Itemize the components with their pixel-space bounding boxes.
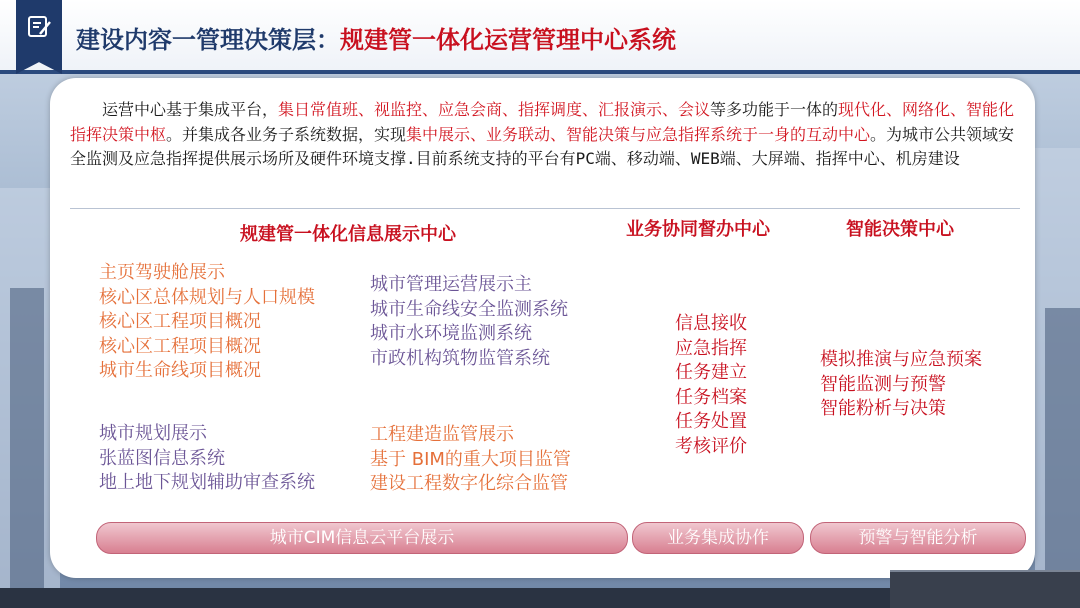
list-group-f [820,348,982,422]
page-title-prefix: 建设内容一管理决策层： [76,26,340,54]
list-group-d [370,423,571,497]
list-item: 主页驾驶舱展示 [99,262,225,283]
list-item: 任务建立 [675,362,747,383]
cim-platform-pill: 城市CIM信息云平台展示 [96,522,628,554]
header-underline [0,70,1080,74]
collab-center-title: 业务协同督办中心 [626,219,770,240]
list-item: 城市规划展示 [99,423,207,444]
info-center-title: 规建管一体化信息展示中心 [240,224,456,245]
list-item: 城市水环境监测系统 [370,323,532,344]
list-item: 城市生命线项目概况 [99,360,261,381]
intro-highlight-3: 集中展示、业务联动、智能决策与应急指挥系统于一身的互动中心 [406,124,871,144]
list-item: 基于 BIM的重大项目监管 [370,448,571,470]
list-group-e [675,312,747,459]
list-item: 考核评价 [675,435,747,457]
list-item: 智能监测与预警 [820,373,946,395]
list-item: 任务处置 [675,411,747,432]
intro-text-4: 。为城市公共领域安全监测及应急指挥提供展示场所及硬件环境支撑.目前系统支持的平台有PC端、移动端、WEB端、大屏端、指挥中心、机房建设 [70,124,1015,168]
list-item: 核心区工程项目概况 [99,311,261,332]
section-divider [70,208,1020,209]
list-group-c [99,422,315,496]
list-item: 城市生命线安全监测系统 [370,298,568,320]
intro-highlight-1: 集日常值班、视监控、应急会商、指挥调度、汇报演示、会议 [278,100,711,119]
list-item: 核心区工程项目概况 [99,335,261,357]
list-item: 工程建造监管展示 [370,424,514,445]
list-item: 张蓝图信息系统 [99,447,225,469]
intro-text-2: 等多功能于一体的 [710,100,839,119]
warning-analysis-pill: 预警与智能分析 [810,522,1026,554]
list-item: 任务档案 [675,386,747,408]
list-group-a [99,261,315,384]
edit-note-icon [26,14,52,40]
intro-paragraph [70,98,1030,172]
list-item: 核心区总体规划与人口规模 [99,286,315,308]
integration-pill: 业务集成协作 [632,522,804,554]
list-item: 地上地下规划辅助审查系统 [99,472,315,493]
page-title [76,20,676,55]
list-item: 模拟推演与应急预案 [820,349,982,370]
list-group-b [370,273,568,371]
footer-corner-block [890,572,1080,608]
list-item: 市政机构筑物监管系统 [370,347,550,369]
list-item: 智能粉析与决策 [820,398,946,419]
intro-text-1: 运营中心基于集成平台， [102,100,279,119]
intro-text-3: 。并集成各业务子系统数据，实现 [166,124,407,144]
page-title-main: 规建管一体化运营管理中心系统 [340,26,676,54]
content-panel [50,78,1035,578]
list-item: 信息接收 [675,313,747,334]
list-item: 建设工程数字化综合监管 [370,473,568,494]
decision-center-title: 智能决策中心 [846,219,954,240]
list-item: 应急指挥 [675,337,747,359]
list-item: 城市管理运营展示主 [370,274,532,295]
intro-highlight-2: 现代化、网络化、智能化指挥决策中枢 [70,100,1015,144]
